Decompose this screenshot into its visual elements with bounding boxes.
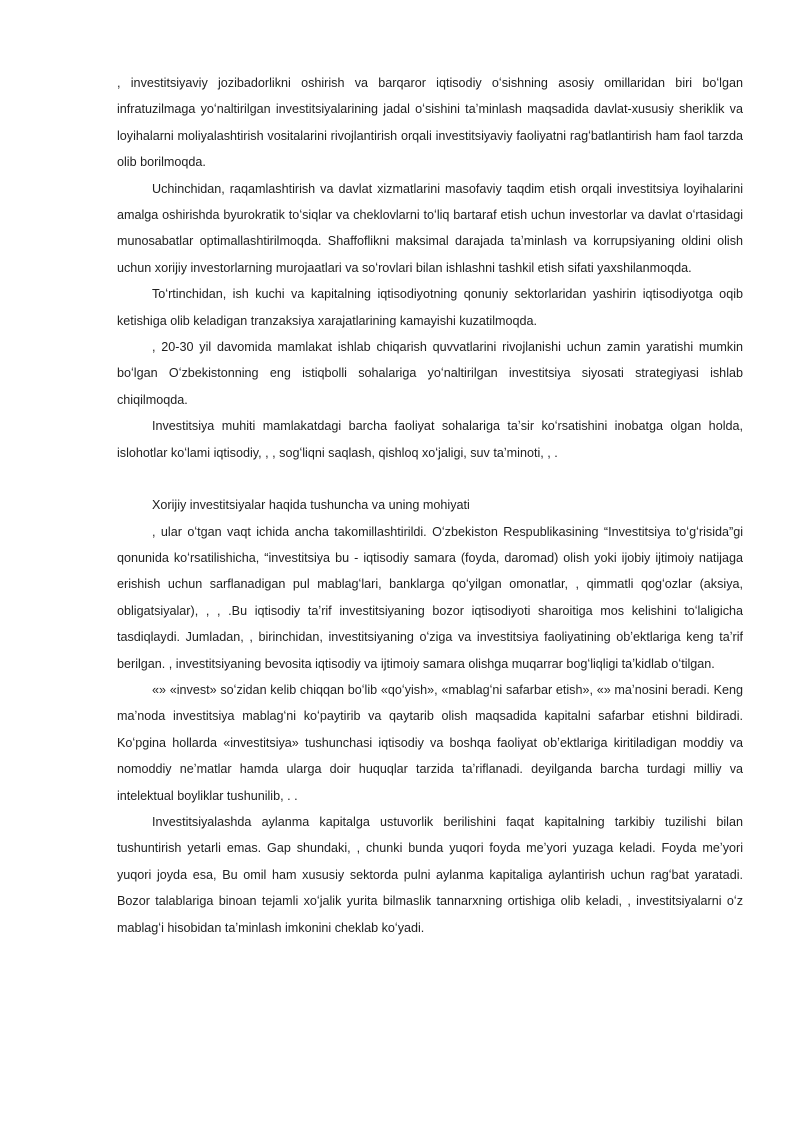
paragraph-working-capital: Investitsiyalashda aylanma kapitalga ustuvorlik berilishini faqat kapitalning tarkibiy tuzilishi bilan tushuntirish yetarli emas. Gap shundaki, , chunki bunda yuqori foyda meʼyori yuzaga keladi. Foyda meʼyori yuqori joyda esa, Bu omil ham xususiy sektorda pulni aylanma kapitaliga aylantirish uchun ragʻbat yaratadi. Bozor talablariga binoan tejamli xoʻjalik yurita bilmaslik tannarxning ortishiga olib keladi, , investitsiyalarni oʻz mablagʻi hisobidan taʼminlash imkonini cheklab koʻyadi. <box>117 814 743 935</box>
paragraph-third-digitalization: Uchinchidan, raqamlashtirish va davlat xizmatlarini masofaviy taqdim etish orqali investitsiya loyihalarini amalga oshirishda byurokratik toʻsiqlar va cheklovlarni toʻliq bartaraf etish uchun investorlar va davlat oʻrtasidagi munosabatlar optimallashtirilmoqda. Shaffoflikni maksimal darajada taʼminlash va korrupsiyaning oldini olish uchun xorijiy investorlarning murojaatlari va soʻrovlari bilan ishlashni tashkil etish sifati yaxshilanmoqda. <box>117 181 743 275</box>
paragraph-invest-etymology: «» «invest» soʻzidan kelib chiqqan boʻlib «qoʻyish», «mablagʻni safarbar etish», «» maʼnosini beradi. Keng maʼnoda investitsiya mablagʻni koʻpaytirib va qaytarib olish maqsadida kapitalni safarbar etishni bildiradi. Koʻpgina hollarda «investitsiya» tushunchasi iqtisodiy va boshqa faoliyat obʼektlariga kiritiladigan moddiy va nomoddiy neʼmatlar hamda ularga doir huquqlar tarzida taʼriflanadi. deyilganda barcha turdagi milliy va intelektual boyliklar tushunilib, . . <box>117 682 743 803</box>
section-spacer <box>117 466 743 492</box>
paragraph-infrastructure-investment: , investitsiyaviy jozibadorlikni oshirish va barqaror iqtisodiy oʻsishning asosiy omillaridan biri boʻlgan infratuzilmaga yoʻnaltirilgan investitsiyalarining jadal oʻsishini taʼminlash maqsadida davlat-xususiy sheriklik va loyihalarni moliyalashtirish vositalarini rivojlantirish orqali investitsiyaviy faoliyatni ragʻbatlantirish ham faol tarzda olib borilmoqda. <box>117 76 743 170</box>
document-page <box>117 70 743 941</box>
paragraph-fourth-shadow-economy: Toʻrtinchidan, ish kuchi va kapitalning iqtisodiyotning qonuniy sektorlaridan yashirin iqtisodiyotga oqib ketishiga olib keladigan tranzaksiya xarajatlarining kamayishi kuzatilmoqda. <box>117 287 743 328</box>
section-heading: Xorijiy investitsiyalar haqida tushuncha va uning mohiyati <box>152 498 470 513</box>
paragraph-investment-law-definition: , ular oʻtgan vaqt ichida ancha takomillashtirildi. Oʻzbekiston Respublikasining “Investitsiya toʻgʻrisida”gi qonunida koʻrsatilishicha, “investitsiya bu - iqtisodiy samara (foyda, daromad) olish yoki ijobiy ijtimoiy natijaga erishish uchun sarflanadigan pul mablagʻlari, banklarga qoʻyilgan omonatlar, , qimmatli qogʻozlar (aksiya, obligatsiyalar), , , .Bu iqtisodiy taʼrif investitsiyaning bozor iqtisodiyoti sharoitiga mos kelishini toʻlaligicha tasdiqlaydi. Jumladan, , birinchidan, investitsiyaning oʻziga va investitsiya faoliyatining obʼektlariga keng taʼrif berilgan. , investitsiyaning bevosita iqtisodiy va ijtimoiy samara olishga muqarrar bogʻliqligi taʼkidlab oʻtilgan. <box>117 524 743 671</box>
paragraph-investment-strategy: , 20-30 yil davomida mamlakat ishlab chiqarish quvvatlarini rivojlanishi uchun zamin yaratishi mumkin boʻlgan Oʻzbekistonning eng istiqbolli sohalariga yoʻnaltirilgan investitsiya siyosati strategiyasi ishlab chiqilmoqda. <box>117 340 743 407</box>
paragraph-investment-climate: Investitsiya muhiti mamlakatdagi barcha faoliyat sohalariga taʼsir koʻrsatishini inobatga olgan holda, islohotlar koʻlami iqtisodiy, , , sogʻliqni saqlash, qishloq xoʻjaligi, suv taʼminoti, , . <box>117 419 743 460</box>
